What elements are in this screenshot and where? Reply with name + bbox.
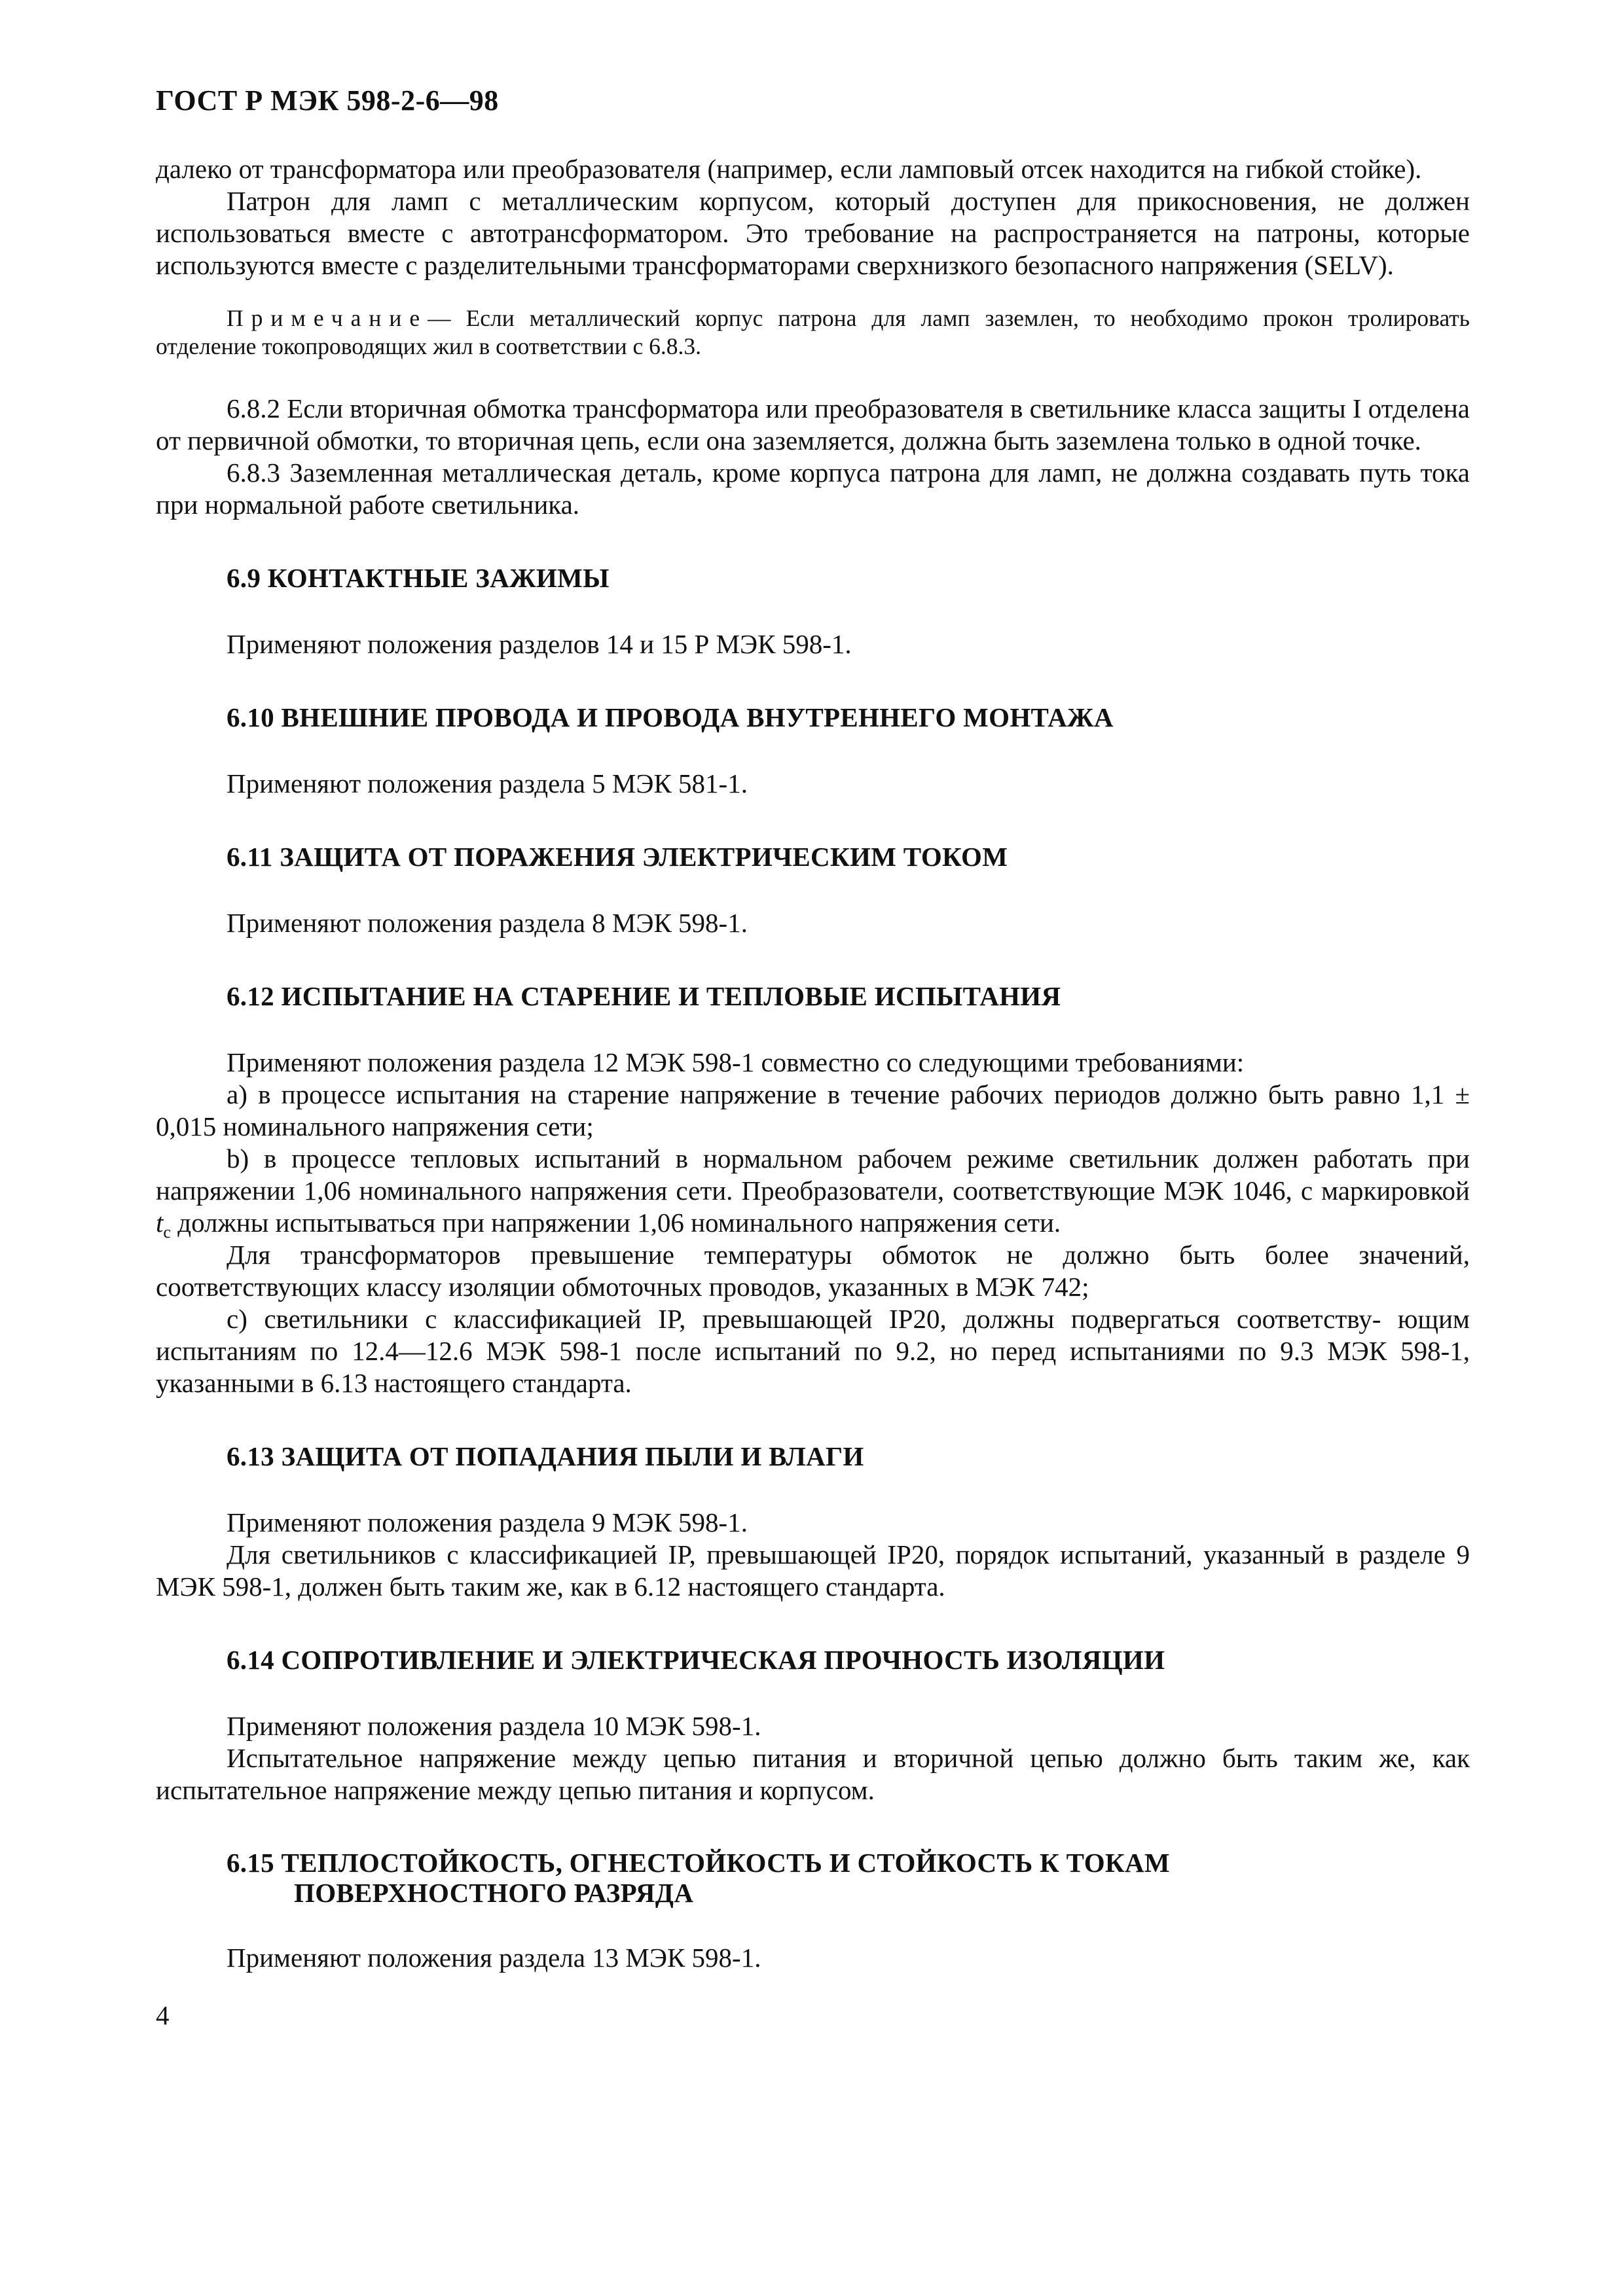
section-heading-6-9: 6.9 КОНТАКТНЫЕ ЗАЖИМЫ: [227, 563, 610, 593]
paragraph-6-12-transformers: Для трансформаторов превышение температуры обмоток не должно быть более значений, соответствующих классу изоляции обмоточных проводов, указанных в МЭК 742;: [156, 1240, 1470, 1302]
paragraph-6-14-2: Испытательное напряжение между цепью питания и вторичной цепью должно быть таким же, как испытательное напряжение между цепью питания и корпусом.: [156, 1743, 1470, 1805]
note-text: — Если металлический корпус патрона для ламп заземлен, то необходимо прокон тролировать отделение токопроводящих жил в соответствии с 6.8.3.: [156, 305, 1470, 359]
paragraph-6-12-b-text: b) в процессе тепловых испытаний в нормальном рабочем режиме светильник должен работать при напряжении 1,06 номинального напряжения сети. Преобразователи, соответствующие МЭК 1046, с маркировкой: [156, 1143, 1470, 1206]
paragraph-6-12-c: с) светильники с классификацией IP, превышающей IP20, должны подвергаться соответству- ющим испытаниям по 12.4—12.6 МЭК 598-1 после испытаний по 9.2, но перед испытаниями по 9.3 МЭК 598-1, указанными в 6.13 настоящего стандарта.: [156, 1304, 1470, 1398]
page-number: 4: [156, 2000, 170, 2030]
paragraph-continuation: далеко от трансформатора или преобразователя (например, если ламповый отсек находится на гибкой стойке).: [156, 154, 1422, 184]
document-body: [156, 153, 1470, 1974]
paragraph-6-14-1: Применяют положения раздела 10 МЭК 598-1.: [227, 1711, 761, 1741]
section-heading-6-15-line2: ПОВЕРХНОСТНОГО РАЗРЯДА: [294, 1878, 694, 1908]
paragraph-6-11: Применяют положения раздела 8 МЭК 598-1.: [227, 908, 748, 938]
section-heading-6-12: 6.12 ИСПЫТАНИЕ НА СТАРЕНИЕ И ТЕПЛОВЫЕ ИСПЫТАНИЯ: [227, 981, 1061, 1011]
paragraph-6-9: Применяют положения разделов 14 и 15 Р МЭК 598-1.: [227, 629, 852, 659]
paragraph-6-12-intro: Применяют положения раздела 12 МЭК 598-1 совместно со следующими требованиями:: [227, 1047, 1245, 1077]
tc-subscript: c: [163, 1223, 171, 1242]
paragraph-6-12-a: а) в процессе испытания на старение напряжение в течение рабочих периодов должно быть равно 1,1 ± 0,015 номинального напряжения сети;: [156, 1079, 1470, 1141]
section-heading-6-13: 6.13 ЗАЩИТА ОТ ПОПАДАНИЯ ПЫЛИ И ВЛАГИ: [227, 1441, 864, 1471]
paragraph-6-13-2: Для светильников с классификацией IP, превышающей IP20, порядок испытаний, указанный в разделе 9 МЭК 598-1, должен быть таким же, как в 6.12 настоящего стандарта.: [156, 1539, 1470, 1602]
note-paragraph: [156, 304, 1470, 361]
paragraph-6-10: Применяют положения раздела 5 МЭК 581-1.: [227, 768, 748, 798]
section-heading-6-14: 6.14 СОПРОТИВЛЕНИЕ И ЭЛЕКТРИЧЕСКАЯ ПРОЧНОСТЬ ИЗОЛЯЦИИ: [227, 1645, 1165, 1675]
note-label: Примечание: [227, 305, 428, 331]
paragraph-lamp-holder: Патрон для ламп с металлическим корпусом, который доступен для прикосновения, не должен использоваться вместе с автотрансформатором. Это требование на распространяется на патроны, которые используются вместе с разделительными трансформаторами сверхнизкого безопасного напряжения (SELV).: [156, 186, 1470, 280]
paragraph-6-8-3: 6.8.3 Заземленная металлическая деталь, кроме корпуса патрона для ламп, не должна создавать путь тока при нормальной работе светильника.: [156, 457, 1470, 520]
paragraph-6-8-2: 6.8.2 Если вторичная обмотка трансформатора или преобразователя в светильнике класса защиты I отделена от первичной обмотки, то вторичная цепь, если она заземляется, должна быть заземлена только в одной точке.: [156, 393, 1470, 456]
section-heading-6-10: 6.10 ВНЕШНИЕ ПРОВОДА И ПРОВОДА ВНУТРЕННЕГО МОНТАЖА: [227, 702, 1114, 732]
paragraph-6-12-b: [156, 1143, 1470, 1242]
section-heading-6-11: 6.11 ЗАЩИТА ОТ ПОРАЖЕНИЯ ЭЛЕКТРИЧЕСКИМ ТОКОМ: [227, 842, 1008, 872]
section-heading-6-15-line1: 6.15 ТЕПЛОСТОЙКОСТЬ, ОГНЕСТОЙКОСТЬ И СТОЙКОСТЬ К ТОКАМ: [227, 1848, 1170, 1878]
tc-symbol: t: [156, 1208, 164, 1238]
document-header: ГОСТ Р МЭК 598-2-6—98: [156, 84, 499, 117]
paragraph-6-15: Применяют положения раздела 13 МЭК 598-1.: [227, 1943, 761, 1973]
section-heading-6-15: [227, 1848, 1470, 1908]
paragraph-6-12-b-text-end: должны испытываться при напряжении 1,06 номинального напряжения сети.: [177, 1208, 1061, 1238]
paragraph-6-13-1: Применяют положения раздела 9 МЭК 598-1.: [227, 1507, 748, 1537]
